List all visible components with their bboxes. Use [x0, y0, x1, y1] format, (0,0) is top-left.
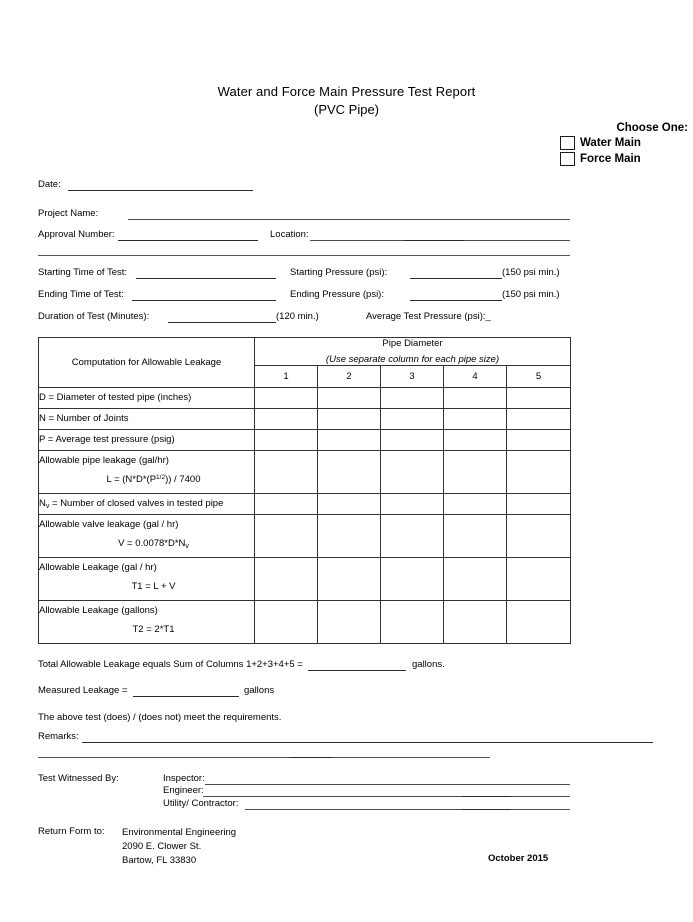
row-7-cell-5[interactable]	[507, 558, 571, 601]
row-4-cell-1[interactable]	[255, 451, 318, 494]
row-8-cell-4[interactable]	[444, 601, 507, 644]
measured-leakage-input-line[interactable]	[133, 696, 239, 697]
approval-number-input-line[interactable]	[118, 240, 258, 241]
row-label-joints	[39, 409, 255, 430]
allowable-leakage-table	[38, 337, 571, 644]
return-form-label: Return Form to:	[38, 826, 105, 837]
witness-label-engineer: Engineer:	[163, 785, 204, 796]
duration-note: (120 min.)	[276, 311, 319, 322]
row-text: N = Number of Joints	[39, 412, 129, 424]
starting-time-label: Starting Time of Test:	[38, 267, 128, 278]
ending-pressure-input-line[interactable]	[410, 300, 502, 301]
row-5-cell-3[interactable]	[381, 494, 444, 515]
table-row	[39, 601, 571, 644]
total-allowable-leakage-units: gallons.	[412, 659, 445, 670]
table-row	[39, 430, 571, 451]
row-1-cell-2[interactable]	[318, 388, 381, 409]
row-8-cell-5[interactable]	[507, 601, 571, 644]
project-name-label: Project Name:	[38, 208, 99, 219]
pipe-diameter-title: Pipe Diameter	[382, 338, 443, 349]
table-row	[39, 515, 571, 558]
choose-option-force-main[interactable]	[560, 152, 690, 166]
row-label-closed-valves	[39, 494, 255, 515]
row-5-cell-2[interactable]	[318, 494, 381, 515]
row-1-cell-4[interactable]	[444, 388, 507, 409]
checkbox-label-force-main: Force Main	[580, 153, 641, 165]
witness-input-line-engineer[interactable]	[203, 796, 570, 797]
row-3-cell-2[interactable]	[318, 430, 381, 451]
row-5-cell-4[interactable]	[444, 494, 507, 515]
row-4-cell-5[interactable]	[507, 451, 571, 494]
row-label-avg-pressure	[39, 430, 255, 451]
row-4-cell-3[interactable]	[381, 451, 444, 494]
witness-input-line-utility-segment	[462, 809, 510, 810]
row-2-cell-1[interactable]	[255, 409, 318, 430]
starting-time-input-line[interactable]	[136, 278, 276, 279]
project-name-input-line[interactable]	[128, 219, 570, 220]
row-6-cell-3[interactable]	[381, 515, 444, 558]
date-label: Date:	[38, 179, 61, 190]
witness-label-utility-contractor: Utility/ Contractor:	[163, 798, 239, 809]
remarks-input-line-2-segment	[290, 757, 332, 758]
table-row	[39, 409, 571, 430]
location-input-line-segment	[404, 240, 464, 241]
row-4-cell-4[interactable]	[444, 451, 507, 494]
row-formula-pipe-leakage: $L = (N*D*(P^{1/2})) / 7400$	[106, 474, 201, 485]
measured-leakage-label: Measured Leakage =	[38, 685, 128, 696]
duration-input-line[interactable]	[168, 322, 276, 323]
revision-date: October 2015	[488, 853, 549, 864]
starting-pressure-input-line[interactable]	[410, 278, 502, 279]
table-pipe-diameter-header	[255, 338, 571, 366]
row-text: Allowable pipe leakage (gal/hr)	[39, 455, 169, 467]
row-3-cell-4[interactable]	[444, 430, 507, 451]
row-2-cell-5[interactable]	[507, 409, 571, 430]
starting-pressure-note: (150 psi min.)	[502, 267, 560, 278]
total-allowable-leakage-input-line[interactable]	[308, 670, 406, 671]
row-7-cell-1[interactable]	[255, 558, 318, 601]
ending-pressure-label: Ending Pressure (psi):	[290, 289, 384, 300]
row-2-cell-4[interactable]	[444, 409, 507, 430]
row-8-cell-2[interactable]	[318, 601, 381, 644]
row-3-cell-1[interactable]	[255, 430, 318, 451]
row-6-cell-4[interactable]	[444, 515, 507, 558]
row-2-cell-3[interactable]	[381, 409, 444, 430]
starting-pressure-label: Starting Pressure (psi):	[290, 267, 388, 278]
requirement-statement[interactable]: The above test (does) / (does not) meet the requirements.	[38, 712, 282, 723]
row-3-cell-5[interactable]	[507, 430, 571, 451]
checkbox-water-main[interactable]	[560, 136, 575, 150]
table-row	[39, 388, 571, 409]
column-number-3: 3	[381, 366, 444, 388]
row-text: D = Diameter of tested pipe (inches)	[39, 391, 192, 403]
choose-one-heading: Choose One:	[616, 122, 688, 134]
row-2-cell-2[interactable]	[318, 409, 381, 430]
duration-label: Duration of Test (Minutes):	[38, 311, 150, 322]
witness-input-line-inspector[interactable]	[205, 784, 570, 785]
remarks-input-line-2[interactable]	[38, 757, 490, 758]
row-6-cell-1[interactable]	[255, 515, 318, 558]
row-formula-total-gallons: T2 = 2*T1	[132, 624, 175, 635]
title-line-1: Water and Force Main Pressure Test Report	[217, 84, 476, 99]
row-1-cell-3[interactable]	[381, 388, 444, 409]
row-label-total-gallons	[39, 601, 255, 644]
address-line-2: 2090 E. Clower St.	[122, 840, 202, 852]
row-7-cell-3[interactable]	[381, 558, 444, 601]
address-line-1: Environmental Engineering	[122, 827, 237, 838]
column-number-2: 2	[318, 366, 381, 388]
witness-label-inspector: Inspector:	[163, 773, 205, 784]
location-label: Location:	[270, 229, 309, 240]
checkbox-force-main[interactable]	[560, 152, 575, 166]
row-text: Allowable valve leakage (gal / hr)	[39, 519, 179, 531]
measured-leakage-units: gallons	[244, 685, 275, 696]
column-number-1: 1	[255, 366, 318, 388]
row-text: Allowable Leakage (gal / hr)	[39, 562, 157, 574]
ending-time-input-line[interactable]	[132, 300, 276, 301]
table-row	[39, 494, 571, 515]
average-pressure-label: Average Test Pressure (psi):_	[366, 311, 491, 322]
row-3-cell-3[interactable]	[381, 430, 444, 451]
table-left-header: Computation for Allowable Leakage	[39, 338, 255, 388]
witness-input-line-engineer-segment	[462, 796, 510, 797]
witness-heading: Test Witnessed By:	[38, 773, 119, 784]
approval-number-label: Approval Number:	[38, 229, 115, 240]
return-address	[122, 826, 236, 867]
checkbox-label-water-main: Water Main	[580, 137, 641, 149]
ending-pressure-note: (150 psi min.)	[502, 289, 560, 300]
row-formula-total-hourly: T1 = L + V	[131, 581, 176, 592]
column-number-5: 5	[507, 366, 571, 388]
total-allowable-leakage-label: Total Allowable Leakage equals Sum of Columns 1+2+3+4+5 =	[38, 659, 303, 670]
row-label-total-hourly	[39, 558, 255, 601]
row-1-cell-1[interactable]	[255, 388, 318, 409]
title-line-2: (PVC Pipe)	[313, 102, 380, 117]
table-row	[39, 451, 571, 494]
row-5-cell-5[interactable]	[507, 494, 571, 515]
row-label-pipe-leakage	[39, 451, 255, 494]
row-6-cell-2[interactable]	[318, 515, 381, 558]
table-row	[39, 558, 571, 601]
remarks-label: Remarks:	[38, 731, 79, 742]
date-input-line[interactable]	[68, 190, 253, 191]
address-line-3: Bartow, FL 33830	[122, 854, 197, 866]
ending-time-label: Ending Time of Test:	[38, 289, 124, 300]
row-text: $N_v$ = Number of closed valves in tested pipe	[39, 497, 224, 510]
row-4-cell-2[interactable]	[318, 451, 381, 494]
remarks-input-line-1[interactable]	[82, 742, 653, 743]
choose-option-water-main[interactable]	[560, 136, 690, 150]
table-header-row-1	[39, 338, 571, 366]
page-title	[0, 84, 693, 117]
row-1-cell-5[interactable]	[507, 388, 571, 409]
row-formula-valve-leakage: $V = 0.0078*D*N_v$	[118, 538, 189, 550]
row-label-diameter	[39, 388, 255, 409]
choose-one-group	[560, 122, 690, 166]
witness-input-line-utility-contractor[interactable]	[245, 809, 570, 810]
row-8-cell-3[interactable]	[381, 601, 444, 644]
row-8-cell-1[interactable]	[255, 601, 318, 644]
row-6-cell-5[interactable]	[507, 515, 571, 558]
row-7-cell-4[interactable]	[444, 558, 507, 601]
pipe-diameter-subtitle: (Use separate column for each pipe size)	[325, 354, 500, 365]
row-5-cell-1[interactable]	[255, 494, 318, 515]
column-number-4: 4	[444, 366, 507, 388]
row-label-valve-leakage	[39, 515, 255, 558]
row-7-cell-2[interactable]	[318, 558, 381, 601]
section-divider	[38, 255, 570, 256]
row-text: P = Average test pressure (psig)	[39, 433, 175, 445]
row-text: Allowable Leakage (gallons)	[39, 605, 158, 617]
